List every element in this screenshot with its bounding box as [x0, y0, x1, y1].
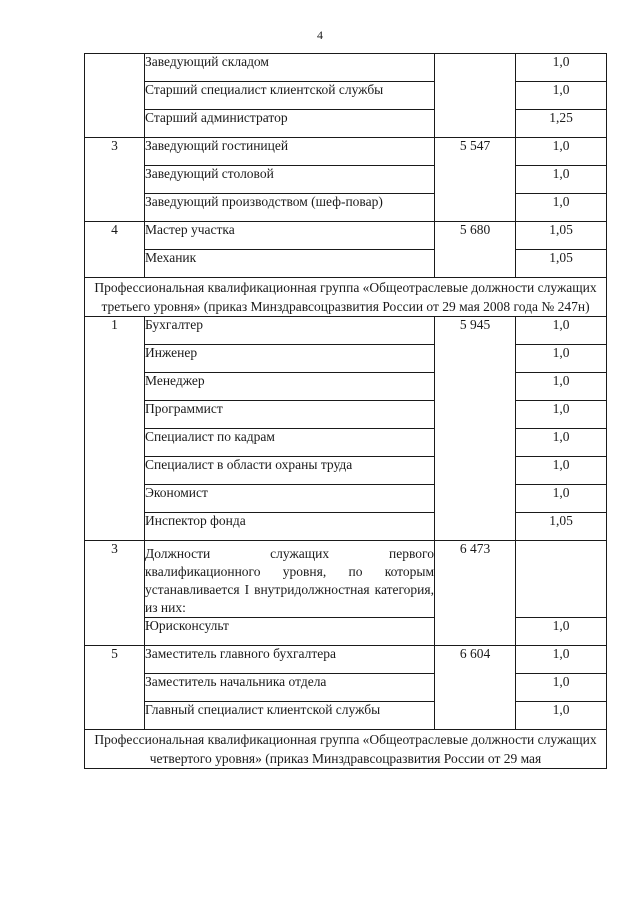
table-row	[85, 457, 607, 485]
page-number: 4	[317, 28, 323, 42]
salary-value: 5 680	[435, 222, 516, 278]
coefficient: 1,0	[516, 702, 607, 730]
coefficient: 1,0	[516, 54, 607, 82]
table-row	[85, 194, 607, 222]
position-title: Программист	[145, 401, 435, 429]
coefficient: 1,0	[516, 82, 607, 110]
table-row	[85, 702, 607, 730]
table-row	[85, 250, 607, 278]
table-row	[85, 429, 607, 457]
position-title: Инспектор фонда	[145, 513, 435, 541]
salary-cell	[435, 54, 516, 138]
level-number-cell	[85, 54, 145, 138]
level-number: 1	[85, 317, 145, 541]
table-row	[85, 54, 607, 82]
salary-value: 6 604	[435, 646, 516, 730]
coefficient: 1,0	[516, 317, 607, 345]
coefficient: 1,0	[516, 194, 607, 222]
coefficient-empty	[516, 541, 607, 618]
coefficient: 1,0	[516, 457, 607, 485]
coefficient: 1,05	[516, 222, 607, 250]
position-title: Юрисконсульт	[145, 618, 435, 646]
table-row	[85, 82, 607, 110]
group-header: Профессиональная квалификационная группа «Общеотраслевые должности служащих третьего уровня» (приказ Минздравсоцразвития России от 29 мая 2008 года № 247н)	[85, 278, 607, 317]
position-title: Мастер участка	[145, 222, 435, 250]
position-title: Заведующий гостиницей	[145, 138, 435, 166]
table-row	[85, 317, 607, 345]
table-row	[85, 513, 607, 541]
coefficient: 1,25	[516, 110, 607, 138]
position-title: Бухгалтер	[145, 317, 435, 345]
table-row	[85, 618, 607, 646]
level-number: 5	[85, 646, 145, 730]
table-row	[85, 674, 607, 702]
position-title: Заведующий столовой	[145, 166, 435, 194]
position-title: Механик	[145, 250, 435, 278]
coefficient: 1,0	[516, 485, 607, 513]
group-header: Профессиональная квалификационная группа «Общеотраслевые должности служащих четвертого уровня» (приказ Минздравсоцразвития России от 29 мая	[85, 730, 607, 769]
coefficient: 1,0	[516, 345, 607, 373]
position-title: Экономист	[145, 485, 435, 513]
group-header-row	[85, 730, 607, 769]
position-category-intro: Должности служащих первого квалификационного уровня, по которым устанавливается I внутридолжностная категория, из них:	[145, 541, 435, 618]
table-row	[85, 166, 607, 194]
coefficient: 1,05	[516, 250, 607, 278]
group-header-row	[85, 278, 607, 317]
coefficient: 1,0	[516, 618, 607, 646]
coefficient: 1,05	[516, 513, 607, 541]
coefficient: 1,0	[516, 646, 607, 674]
level-number: 3	[85, 541, 145, 646]
salary-value: 6 473	[435, 541, 516, 646]
table-row	[85, 222, 607, 250]
position-title: Специалист по кадрам	[145, 429, 435, 457]
position-title: Заместитель главного бухгалтера	[145, 646, 435, 674]
position-title: Заведующий производством (шеф-повар)	[145, 194, 435, 222]
position-title: Специалист в области охраны труда	[145, 457, 435, 485]
level-number: 4	[85, 222, 145, 278]
table-row	[85, 541, 607, 618]
table-row	[85, 401, 607, 429]
table-row	[85, 485, 607, 513]
position-title: Инженер	[145, 345, 435, 373]
position-title: Заместитель начальника отдела	[145, 674, 435, 702]
table-row	[85, 345, 607, 373]
level-number: 3	[85, 138, 145, 222]
table-row	[85, 373, 607, 401]
salary-value: 5 945	[435, 317, 516, 541]
position-title: Старший специалист клиентской службы	[145, 82, 435, 110]
position-title: Старший администратор	[145, 110, 435, 138]
salary-table	[84, 53, 607, 769]
position-title: Менеджер	[145, 373, 435, 401]
table-row	[85, 110, 607, 138]
table-row	[85, 138, 607, 166]
position-title: Заведующий складом	[145, 54, 435, 82]
coefficient: 1,0	[516, 429, 607, 457]
salary-value: 5 547	[435, 138, 516, 222]
coefficient: 1,0	[516, 138, 607, 166]
coefficient: 1,0	[516, 373, 607, 401]
coefficient: 1,0	[516, 674, 607, 702]
coefficient: 1,0	[516, 166, 607, 194]
table-row	[85, 646, 607, 674]
coefficient: 1,0	[516, 401, 607, 429]
position-title: Главный специалист клиентской службы	[145, 702, 435, 730]
